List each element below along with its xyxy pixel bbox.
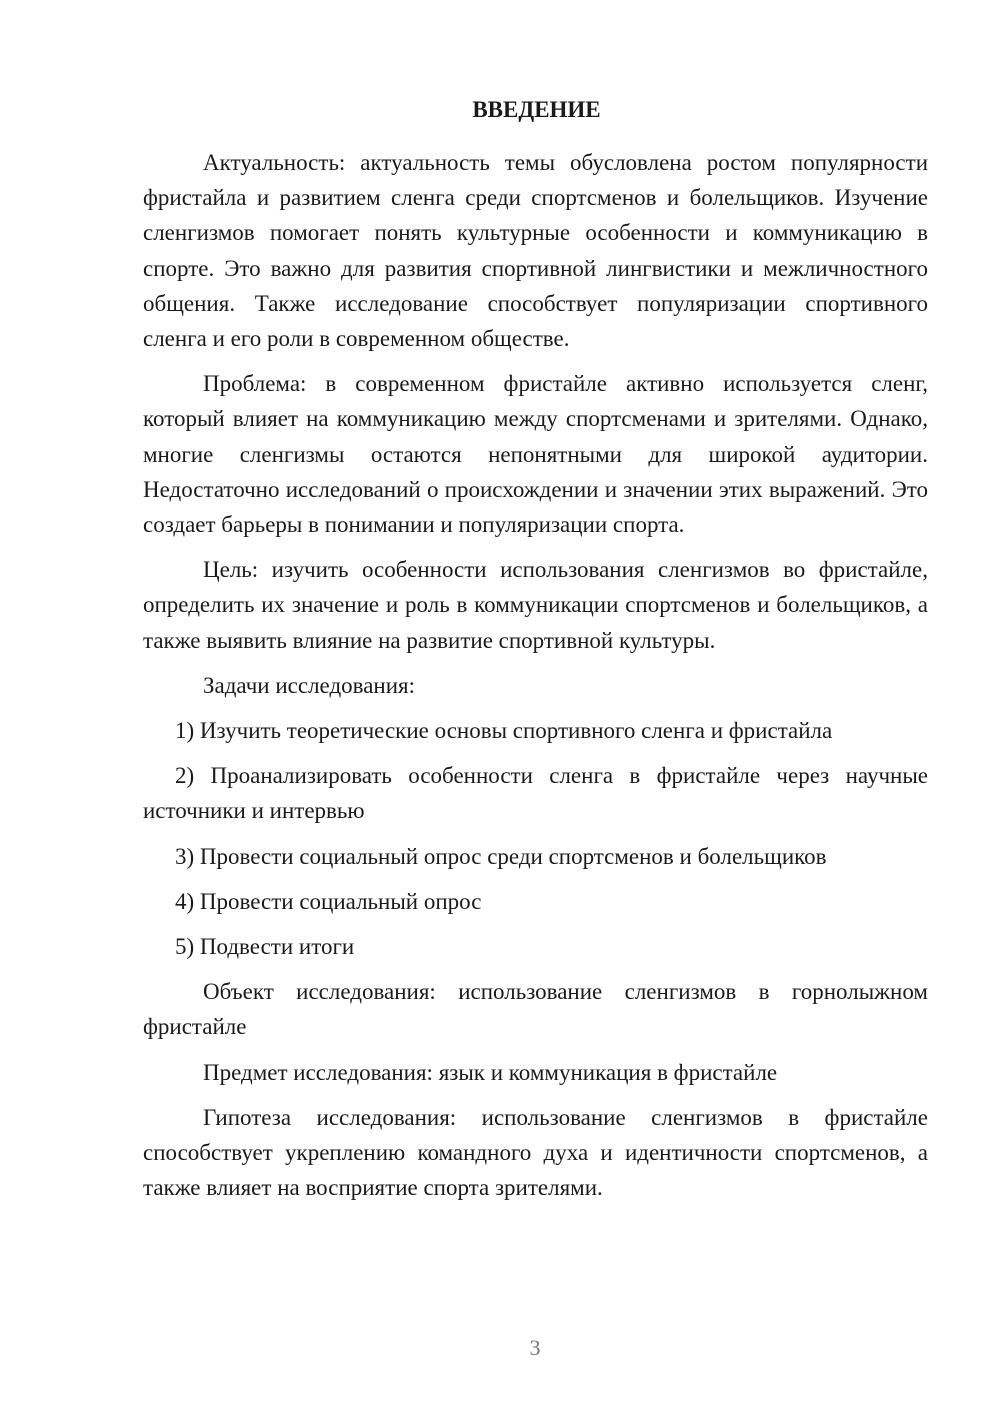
relevance-paragraph: Актуальность: актуальность темы обусловлена ростом популярности фристайла и развитием сленга среди спортсменов и болельщиков. Изучение сленгизмов помогает понять культурные особенности и коммуникацию в спорте. Это важно для развития спортивной лингвистики и межличностного общения. Также исследование способствует популяризации спортивного сленга и его роли в современном обществе. — [143, 150, 928, 352]
tasks-list — [143, 713, 928, 964]
subject-paragraph: Предмет исследования: язык и коммуникация в фристайле — [203, 1059, 778, 1085]
list-item: 1) Изучить теоретические основы спортивного сленга и фристайла — [175, 718, 833, 744]
document-page — [143, 92, 928, 1205]
goal-paragraph: Цель: изучить особенности использования сленгизмов во фристайле, определить их значение и роль в коммуникации спортсменов и болельщиков, а также выявить влияние на развитие спортивной культуры. — [143, 557, 928, 653]
object-paragraph: Объект исследования: использование сленгизмов в горнолыжном фристайле — [143, 979, 928, 1040]
page-number: 3 — [529, 1335, 541, 1360]
list-item: 4) Провести социальный опрос — [175, 888, 482, 914]
list-item: 3) Провести социальный опрос среди спортсменов и болельщиков — [175, 843, 827, 869]
tasks-heading: Задачи исследования: — [203, 672, 416, 698]
list-item: 5) Подвести итоги — [175, 934, 355, 960]
section-title: ВВЕДЕНИЕ — [472, 97, 601, 122]
hypothesis-paragraph: Гипотеза исследования: использование сленгизмов в фристайле способствует укреплению командного духа и идентичности спортсменов, а также влияет на восприятие спорта зрителями. — [143, 1104, 928, 1201]
list-item: 2) Проанализировать особенности сленга в фристайле через научные источники и интервью — [143, 763, 928, 824]
problem-paragraph: Проблема: в современном фристайле активно используется сленг, который влияет на коммуникацию между спортсменами и зрителями. Однако, многие сленгизмы остаются непонятными для широкой аудитории. Недостаточно исследований о происхождении и значении этих выражений. Это создает барьеры в понимании и популяризации спорта. — [143, 371, 928, 538]
